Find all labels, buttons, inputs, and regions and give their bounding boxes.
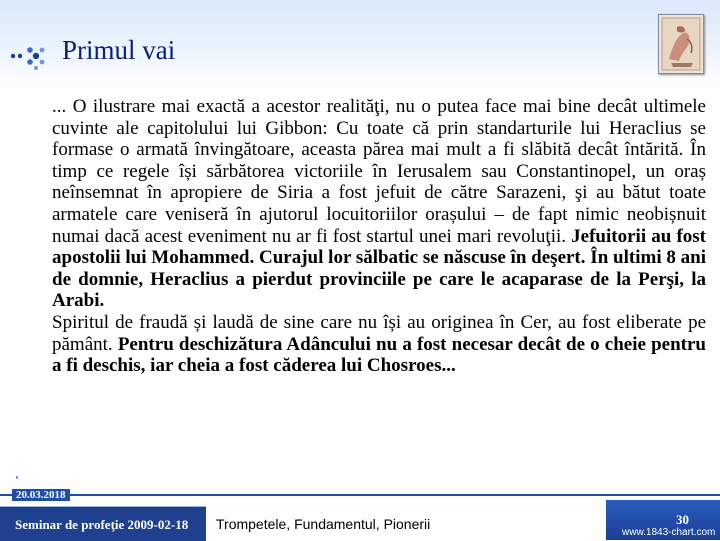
footer-seminar-box [0,506,206,541]
paragraph-first-bold: Jefuitorii au fost apostolii lui Mohammed. Curajul lor sălbatic se născuse în deşert. În ultimi 8 ani de domnie, Heraclius a pierdut provinciile pe care le acaparase de la Perşi, la Arabi. [52,225,707,312]
paragraph-first [38,96,706,312]
title-bar [0,0,720,90]
page-number: 30 [676,512,689,527]
paragraph-second-bold: Pentru deschizătura Adâncului nu a fost necesar decât de o cheie pentru a fi deschis, iar cheia a fost căderea lui Chosroes... [52,333,706,377]
dot-cluster-icon [8,44,58,72]
footer-date: 20.03.2018 [12,489,70,501]
footer-divider [0,494,720,496]
slide-title: Primul vai [62,35,176,65]
paragraph-second-text: Spiritul de fraudă și laudă de sine care nu își au originea în Cer, au fost eliberate pe pământ. [52,311,706,355]
side-marker [16,476,18,479]
footer-seminar-label: Seminar de profeţie 2009-02-18 [15,517,189,532]
painting-image [659,15,703,73]
painting-thumbnail [658,14,704,74]
footer-topic-label: Trompetele, Fundamentul, Pionerii [216,516,431,532]
slide-body [38,96,706,377]
paragraph-second [38,312,706,377]
paragraph-first-text: ... O ilustrare mai exactă a acestor realităţi, nu o putea face mai bine decât ultimele cuvinte ale capitolului lui Gibbon: Cu toate că prin standarturile lui Heraclius se formase o armată învingătoare, aceasta părea mai mult a fi slăbită decât întărită. În timp ce regele își sărbătorea victoriile în Ierusalem sau Constantinopel, un oraș neînsemnat în apropiere de Siria a fost jefuit de către Sarazeni, şi au bătut toate armatele care veniseră în ajutorul locuitoriilor orașului – de fapt nimic neobișnuit numai dacă acest eveniment nu ar fi fost startul unei mari revoluţii. [52,96,706,247]
site-url: www.1843-chart.com [622,527,716,538]
